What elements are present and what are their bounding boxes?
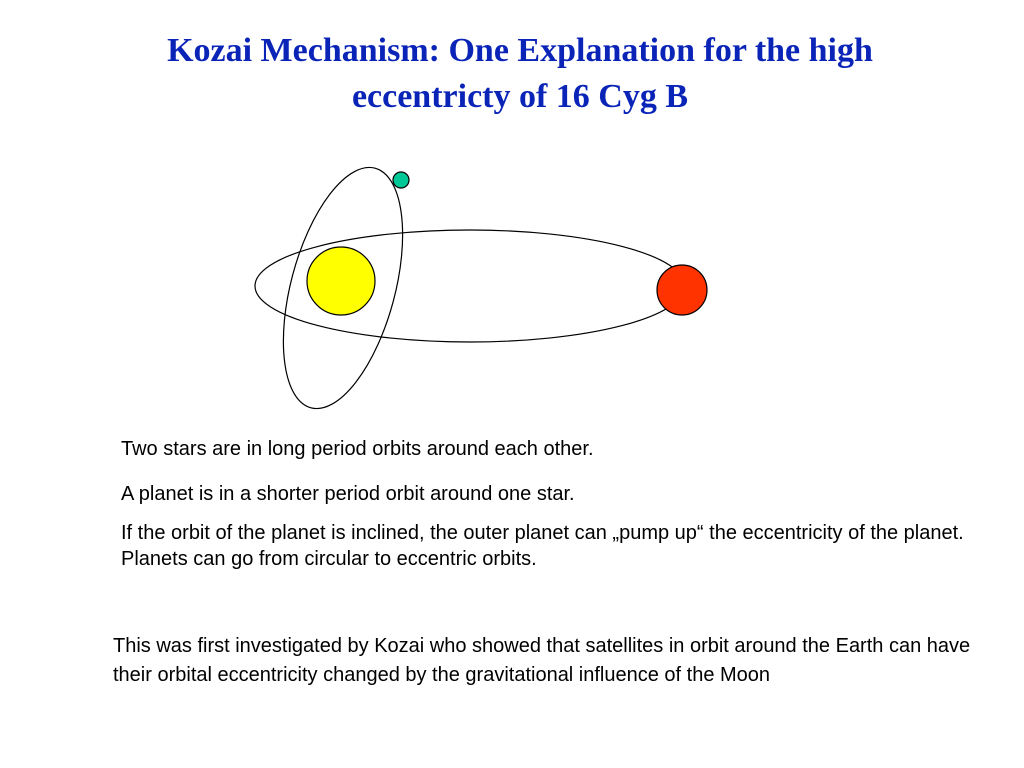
secondary-star	[657, 265, 707, 315]
point-two-stars: Two stars are in long period orbits around each other.	[121, 438, 594, 460]
point-inclined-orbit: If the orbit of the planet is inclined, the outer planet can „pump up“ the eccentricity of the planet. Planets can go from circular to eccentric orbits.	[121, 522, 964, 570]
title-line-1: Kozai Mechanism: One Explanation for the high	[167, 32, 873, 69]
primary-star	[307, 247, 375, 315]
explanation-points	[121, 436, 981, 572]
history-note-text: This was first investigated by Kozai who showed that satellites in orbit around the Earth can have their orbital eccentricity changed by the gravitational influence of the Moon	[113, 635, 971, 686]
title-line-2: eccentricty of 16 Cyg B	[351, 78, 689, 115]
point-planet-orbit: A planet is in a shorter period orbit around one star.	[121, 483, 575, 505]
planet	[393, 172, 409, 188]
kozai-history-note	[113, 632, 973, 690]
